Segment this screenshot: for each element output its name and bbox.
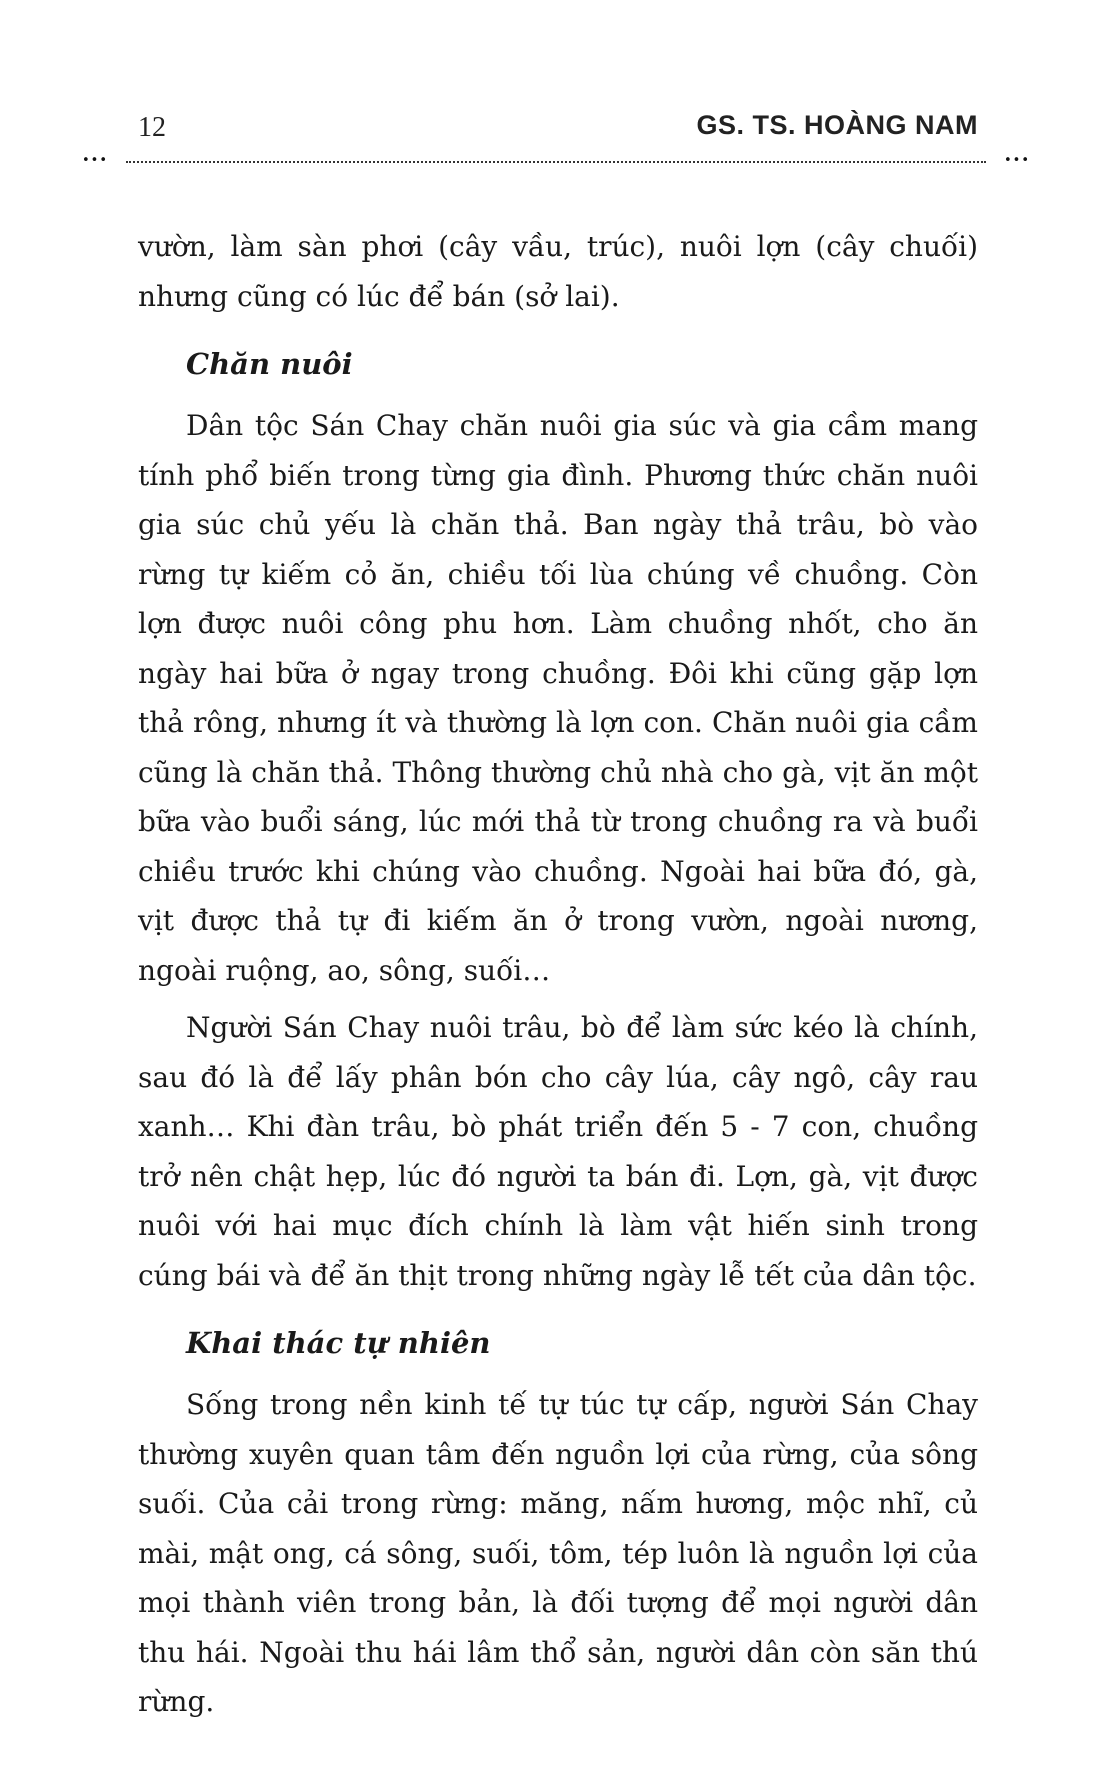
ornament-right: ••• <box>1003 153 1030 168</box>
paragraph-khai-thac-1: Sống trong nền kinh tế tự túc tự cấp, người Sán Chay thường xuyên quan tâm đến nguồn lợi của rừng, của sông suối. Của cải trong rừng: măng, nấm hương, mộc nhĩ, củ mài, mật ong, cá sông, suối, tôm, tép luôn là nguồn lợi của mọi thành viên trong bản, là đối tượng để mọi người dân thu hái. Ngoài thu hái lâm thổ sản, người dân còn săn thú rừng. <box>138 1388 978 1718</box>
paragraph-continued: vườn, làm sàn phơi (cây vầu, trúc), nuôi lợn (cây chuối) nhưng cũng có lúc để bán (sở lai). <box>138 230 978 313</box>
section-heading-chan-nuoi: Chăn nuôi <box>186 347 353 381</box>
section-heading-khai-thac: Khai thác tự nhiên <box>186 1326 491 1360</box>
header-rule <box>82 153 1030 168</box>
page-body <box>138 222 978 1735</box>
ornament-left: ••• <box>82 153 109 168</box>
dotted-divider <box>126 161 986 163</box>
running-head-author: GS. TS. HOÀNG NAM <box>696 110 978 140</box>
page-number: 12 <box>138 112 166 143</box>
page-header <box>138 108 978 148</box>
paragraph-chan-nuoi-2: Người Sán Chay nuôi trâu, bò để làm sức kéo là chính, sau đó là để lấy phân bón cho cây lúa, cây ngô, cây rau xanh… Khi đàn trâu, bò phát triển đến 5 - 7 con, chuồng trở nên chật hẹp, lúc đó người ta bán đi. Lợn, gà, vịt được nuôi với hai mục đích chính là làm vật hiến sinh trong cúng bái và để ăn thịt trong những ngày lễ tết của dân tộc. <box>138 1011 978 1292</box>
paragraph-chan-nuoi-1: Dân tộc Sán Chay chăn nuôi gia súc và gia cầm mang tính phổ biến trong từng gia đình. Phương thức chăn nuôi gia súc chủ yếu là chăn thả. Ban ngày thả trâu, bò vào rừng tự kiếm cỏ ăn, chiều tối lùa chúng về chuồng. Còn lợn được nuôi công phu hơn. Làm chuồng nhốt, cho ăn ngày hai bữa ở ngay trong chuồng. Đôi khi cũng gặp lợn thả rông, nhưng ít và thường là lợn con. Chăn nuôi gia cầm cũng là chăn thả. Thông thường chủ nhà cho gà, vịt ăn một bữa vào buổi sáng, lúc mới thả từ trong chuồng ra và buổi chiều trước khi chúng vào chuồng. Ngoài hai bữa đó, gà, vịt được thả tự đi kiếm ăn ở trong vườn, ngoài nương, ngoài ruộng, ao, sông, suối… <box>138 409 978 987</box>
